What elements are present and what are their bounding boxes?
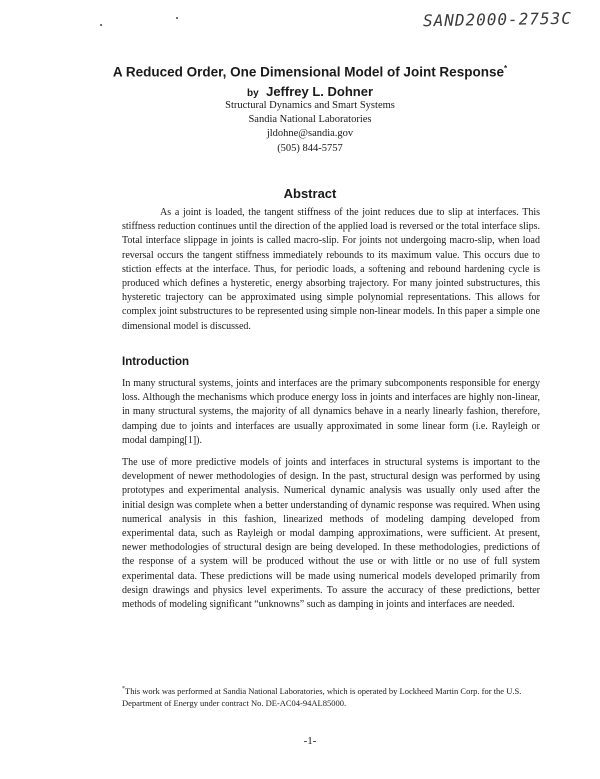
report-number-stamp: SAND2000-2753C — [422, 8, 573, 31]
paper-title-text: A Reduced Order, One Dimensional Model of Joint Response — [112, 64, 504, 80]
byline-by: by — [246, 88, 259, 99]
footnote-text: This work was performed at Sandia National Laboratories, which is operated by Lockheed Martin Corp. for the U.S. Department of Energy under contract No. DE-AC04-94AL85000. — [122, 685, 522, 708]
scan-speck — [100, 24, 102, 26]
footnote — [122, 683, 552, 709]
author-name: Jeffrey L. Dohner — [266, 84, 374, 99]
abstract-heading: Abstract — [283, 186, 337, 201]
introduction-paragraph-2: The use of more predictive models of joints and interfaces in structural systems is important to the development of newer methodologies of design. In the past, structural design was performed by using prototypes and experimental analysis. Numerical dynamic analysis was usually only used after the initial design was complete when a better understanding of dynamic response was required. When using numerical analysis in this fashion, linearized methods of modeling damping developed from experimental data, such as Rayleigh or modal damping approximations, were sufficient. At present, newer methodologies of structural design are being developed. In these methodologies, predictions of the response of a system will be produced without the use or with little or no use of full system experimental data. These predictions will be made using numerical models developed primarily from design drawings and physics level experiments. To assure the accuracy of these predictions, better methods of modeling significant “unknowns” such as damping in joints and interfaces are needed. — [122, 457, 540, 611]
scan-speck — [176, 17, 178, 19]
page-number: -1- — [303, 735, 317, 747]
affiliation-department: Structural Dynamics and Smart Systems — [225, 100, 395, 111]
introduction-paragraph-1: In many structural systems, joints and interfaces are the primary subcomponents responsible for energy loss. Although the mechanisms which produce energy loss in joints and interfaces are highly non-linear, in many structural systems, the majority of all dynamics behave in a nearly linearly fashion, therefore, damping due to joints and interfaces are usually approximated in some linear form (i.e. Rayleigh or modal damping[1]). — [122, 378, 540, 446]
abstract-text: As a joint is loaded, the tangent stiffness of the joint reduces due to slip at interfaces. This stiffness reduction continues until the direction of the applied load is reversed or the total interface slips. Total interface slippage in joints is called macro-slip. For joints not undergoing macro-slip, when load reversal occurs the tangent stiffness immediately rebounds to its maximum value. This occurs due to stiction effects at the interface. Thus, for periodic loads, a softening and rebound hardening cycle is produced which defines a hysteretic, energy absorbing trajectory. For many jointed substructures, this hysteretic trajectory can be approximated using simple polynomial representations. This allows for complex joint substructures to be represented using simple non-linear models. In this paper a simple one dimensional model is discussed. — [122, 207, 540, 332]
author-email: jldohne@sandia.gov — [266, 128, 354, 140]
paper-title — [40, 64, 580, 80]
footnote-mark: * — [122, 686, 125, 692]
affiliation-institution: Sandia National Laboratories — [248, 114, 372, 126]
title-footnote-mark: * — [503, 64, 508, 73]
affiliation-block — [40, 99, 580, 156]
introduction-heading: Introduction — [122, 356, 190, 368]
author-phone: (505) 844-5757 — [277, 142, 343, 154]
